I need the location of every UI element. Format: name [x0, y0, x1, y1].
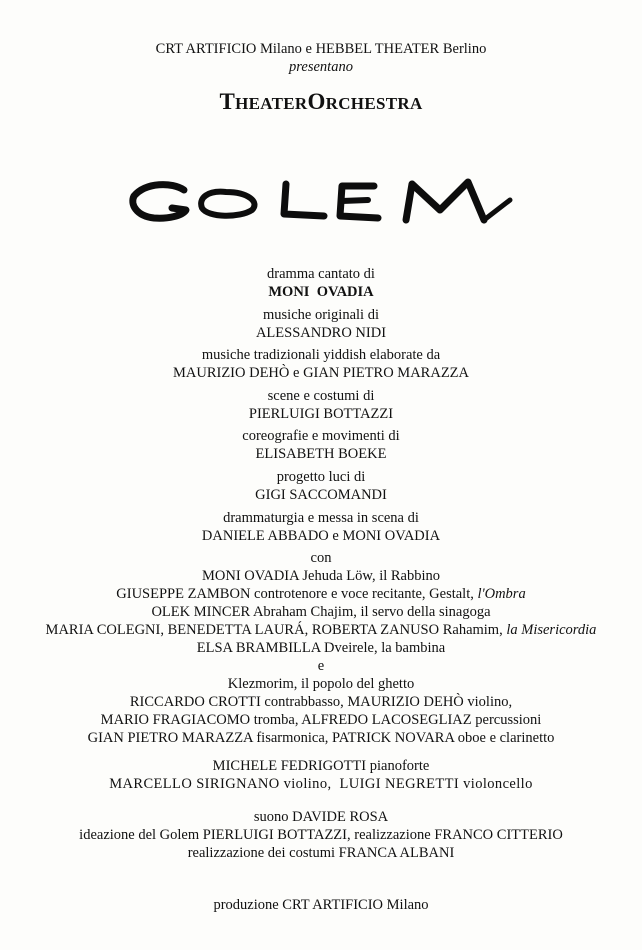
cast-line-4: MARIA COLEGNI, BENEDETTA LAURÁ, ROBERTA ZANUSO Rahamim, la Misericordia — [45, 622, 597, 638]
drama-role: drammaturgia e messa in scena di — [223, 510, 419, 526]
musicians-line-3: GIAN PIETRO MARAZZA fisarmonica, PATRICK NOVARA oboe e clarinetto — [87, 730, 555, 746]
produzione-line: produzione CRT ARTIFICIO Milano — [213, 897, 429, 913]
musicians-line-5: MARCELLO SIRIGNANO violino, LUIGI NEGRETTI violoncello — [109, 776, 533, 792]
cast-line-3: OLEK MINCER Abraham Chajim, il servo della sinagoga — [151, 604, 491, 620]
trad-role: musiche tradizionali yiddish elaborate da — [201, 347, 441, 363]
company-title: THEATERORCHESTRA — [219, 89, 423, 114]
dramma-role: dramma cantato di — [267, 266, 375, 282]
ideazione-line: ideazione del Golem PIERLUIGI BOTTAZZI, realizzazione FRANCO CITTERIO — [79, 827, 563, 843]
suono-line: suono DAVIDE ROSA — [253, 809, 389, 825]
cast-line-5: ELSA BRAMBILLA Dveirele, la bambina — [196, 640, 446, 656]
scene-role: scene e costumi di — [267, 388, 375, 404]
costumi-line: realizzazione dei costumi FRANCA ALBANI — [187, 845, 455, 861]
musicians-line-1: RICCARDO CROTTI contrabbasso, MAURIZIO DEHÒ violino, — [129, 694, 513, 710]
coreo-name: ELISABETH BOEKE — [255, 446, 387, 462]
presenters-line: CRT ARTIFICIO Milano e HEBBEL THEATER Berlino — [155, 41, 487, 57]
cast-line-2: GIUSEPPE ZAMBON controtenore e voce recitante, Gestalt, l'Ombra — [116, 586, 526, 602]
musiche-role: musiche originali di — [263, 307, 379, 323]
cast-con: con — [310, 550, 332, 566]
musiche-name: ALESSANDRO NIDI — [255, 325, 387, 341]
musicians-line-2: MARIO FRAGIACOMO tromba, ALFREDO LACOSEGLIAZ percussioni — [100, 712, 542, 728]
trad-names: MAURIZIO DEHÒ e GIAN PIETRO MARAZZA — [172, 365, 469, 381]
coreo-role: coreografie e movimenti di — [242, 428, 400, 444]
musicians-line-4: MICHELE FEDRIGOTTI pianoforte — [212, 758, 430, 774]
klezmorim-line: Klezmorim, il popolo del ghetto — [227, 676, 415, 692]
dramma-name: MONI OVADIA — [268, 284, 374, 300]
presentano-line: presentano — [289, 59, 353, 75]
cast-line-1: MONI OVADIA Jehuda Löw, il Rabbino — [201, 568, 441, 584]
drama-names: DANIELE ABBADO e MONI OVADIA — [201, 528, 441, 544]
luci-role: progetto luci di — [276, 469, 366, 485]
scene-name: PIERLUIGI BOTTAZZI — [248, 406, 394, 422]
luci-name: GIGI SACCOMANDI — [255, 487, 387, 503]
golem-logo — [128, 176, 516, 228]
cast-e: e — [317, 658, 325, 674]
